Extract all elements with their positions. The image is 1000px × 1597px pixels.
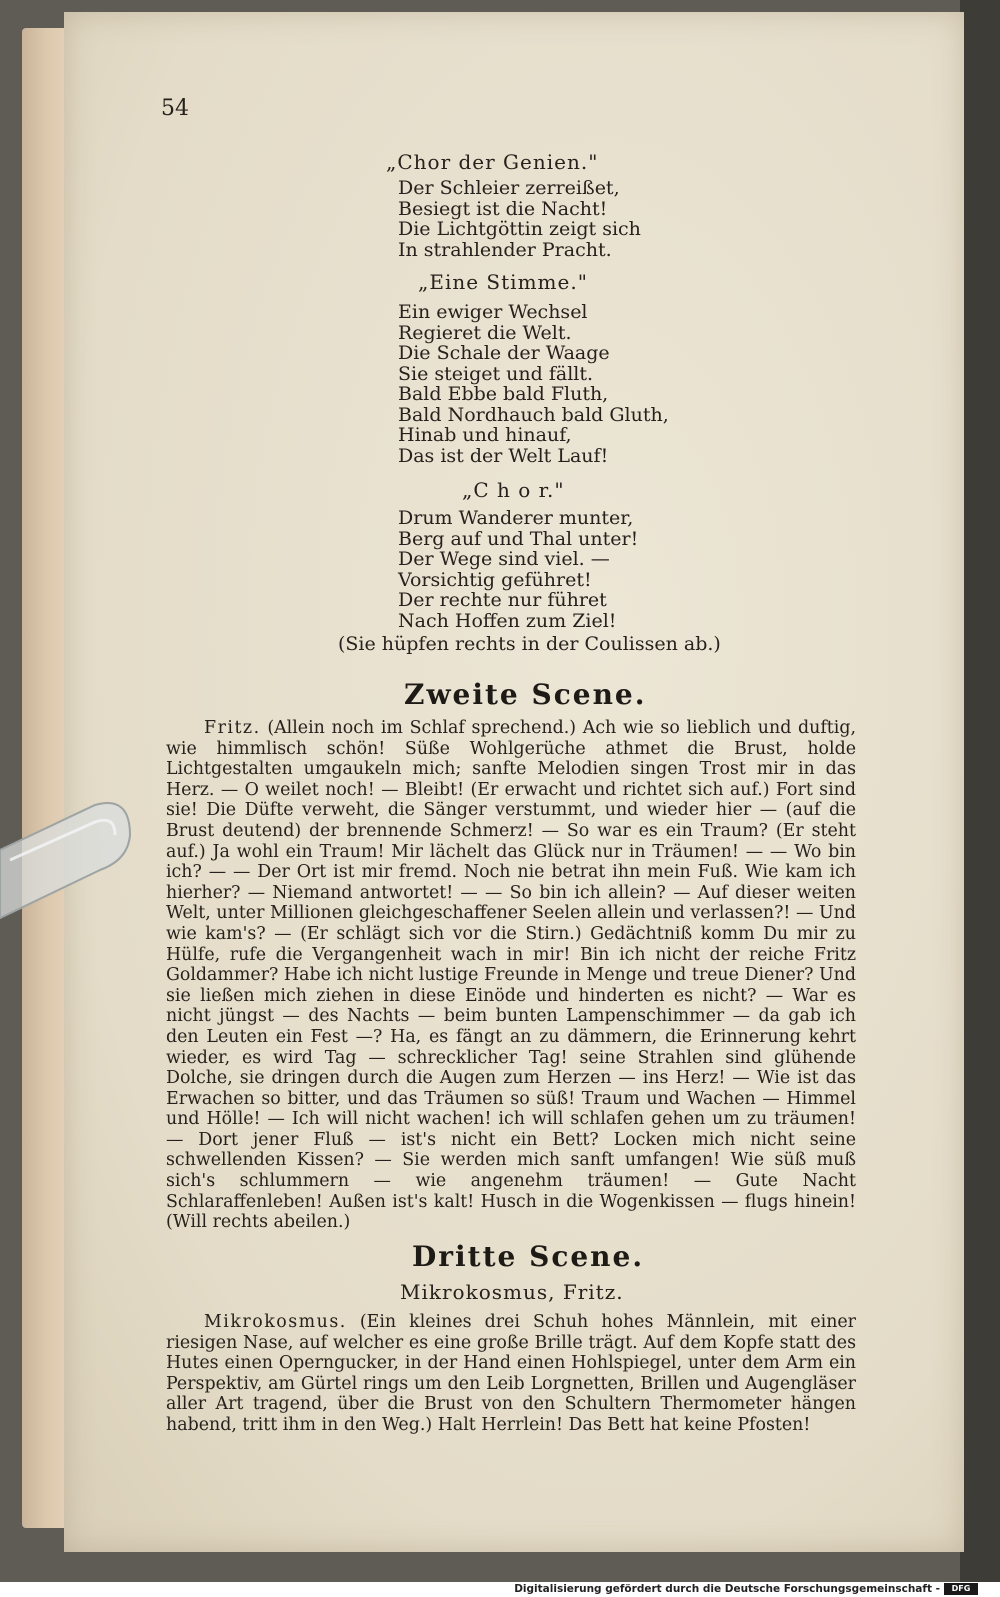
verse-line: Die Schale der Waage [398,342,610,364]
chorus-genien-verse [398,178,641,260]
chor-verse [398,508,638,631]
verse-line: Besiegt ist die Nacht! [398,197,608,220]
footer-credit: Digitalisierung gefördert durch die Deutsche Forschungsgemeinschaft - [514,1583,940,1595]
verse-line: Nach Hoffen zum Ziel! [398,609,617,632]
book-edge-right [960,0,1000,1597]
scene-three-text [166,1312,856,1436]
verse-line: Das ist der Welt Lauf! [398,444,609,467]
verse-line: Hinab und hinauf, [398,424,572,446]
chorus-genien-heading: „Chor der Genien." [386,150,599,174]
verse-line: Berg auf und Thal unter! [398,527,639,550]
scene-three-persons: Mikrokosmus, Fritz. [400,1280,624,1304]
page-clip-image [0,800,135,920]
verse-line: Sie steiget und fällt. [398,362,594,385]
dfg-logo: DFG [944,1583,978,1595]
scene-three-title: Dritte Scene. [412,1240,645,1273]
verse-line: Vorsichtig geführet! [398,568,592,591]
dialogue-text: (Allein noch im Schlaf sprechend.) Ach wie so lieblich und duftig, wie himmlisch schön! Süße Wohlgerüche athmet die Brust, holde Lichtgestalten umgaukeln mich; sanfte Melodien singen Trost mir in das Herz. — O weilet noch! — Bleibt! (Er erwacht und richtet sich auf.) Fort sind sie! Die Düfte verweht, die Sänger verstummt, und wieder hier — (auf die Brust deutend) der brennende Schmerz! — So war es ein Traum? (Er steht auf.) Ja wohl ein Traum! Mir lächelt das Glück nur in Träumen! — — Wo bin ich? — — Der Ort ist mir fremd. Noch nie betrat ihn mein Fuß. Wie kam ich hierher? — Niemand antwortet! — — So bin ich allein? — Auf dieser weiten Welt, unter Millionen gleichgeschaffener Seelen allein und verlassen?! — Und wie kam's? — (Er schlägt sich vor die Stirn.) Gedächtniß komm Du mir zu Hülfe, rufe die Vergangenheit wach in mir! Bin ich nicht der reiche Fritz Goldammer? Habe ich nicht lustige Freunde in Menge und treue Diener? Und sie ließen mich ziehen in diese Einöde und hinderten es nicht? — War es nicht jüngst — des Nachts — beim bunten Lampenschimmer — da gab ich den Leuten ein Fest —? Ha, es fängt an zu dämmern, die Erinnerung kehrt wieder, es wird Tag — schrecklicher Tag! seine Strahlen sind glühende Dolche, sie dringen durch die Augen zum Herzen — ins Herz! — Wie ist das Erwachen so bitter, und das Träumen so süß! Traum und Wachen — Himmel und Hölle! — Ich will nicht wachen! ich will schlafen gehen um zu träumen! — Dort jener Fluß — ist's nicht ein Bett? Locken mich nicht seine schwellenden Kissen? — Sie werden mich sanft umfangen! Wie süß muß sich's schlummern — wie angenehm träumen! — Gute Nacht Schlaraffenleben! Außen ist's kalt! Husch in die Wogenkissen — flugs hinein! (Will rechts abeilen.) [166,718,857,1233]
verse-line: Die Lichtgöttin zeigt sich [398,218,641,240]
verse-line: Ein ewiger Wechsel [398,301,588,323]
verse-line: In strahlender Pracht. [398,238,612,261]
verse-line: Drum Wanderer munter, [398,507,634,529]
speaker-name: Mikrokosmus. [204,1312,347,1332]
speaker-name: Fritz. [204,718,261,738]
scene-two-text [166,718,856,1233]
verse-line: Regieret die Welt. [398,321,572,344]
verse-line: Bald Ebbe bald Fluth, [398,383,609,405]
verse-line: Der Schleier zerreißet, [398,177,620,199]
verse-line: Bald Nordhauch bald Gluth, [398,403,669,426]
scene-two-title: Zweite Scene. [404,678,647,711]
eine-stimme-heading: „Eine Stimme." [418,270,588,294]
dialogue-text: (Ein kleines drei Schuh hohes Männlein, mit einer riesigen Nase, auf welcher es eine große Brille trägt. Auf dem Kopfe statt des Hutes einen Operngucker, in der Hand einen Hohlspiegel, unter dem Arm ein Perspektiv, am Gürtel rings um den Leib Lorgnetten, Brillen und Augengläser aller Art tragend, über die Brust von den Schultern Thermometer hängen habend, tritt ihm in den Weg.) Halt Herrlein! Das Bett hat keine Pfosten! [166,1312,857,1435]
eine-stimme-verse [398,302,669,466]
chor-heading: „C h o r." [462,478,565,502]
page-number: 54 [161,96,189,121]
verse-line: Der rechte nur führet [398,589,607,611]
stage-direction: (Sie hüpfen rechts in der Coulissen ab.) [338,633,721,655]
verse-line: Der Wege sind viel. — [398,548,610,570]
